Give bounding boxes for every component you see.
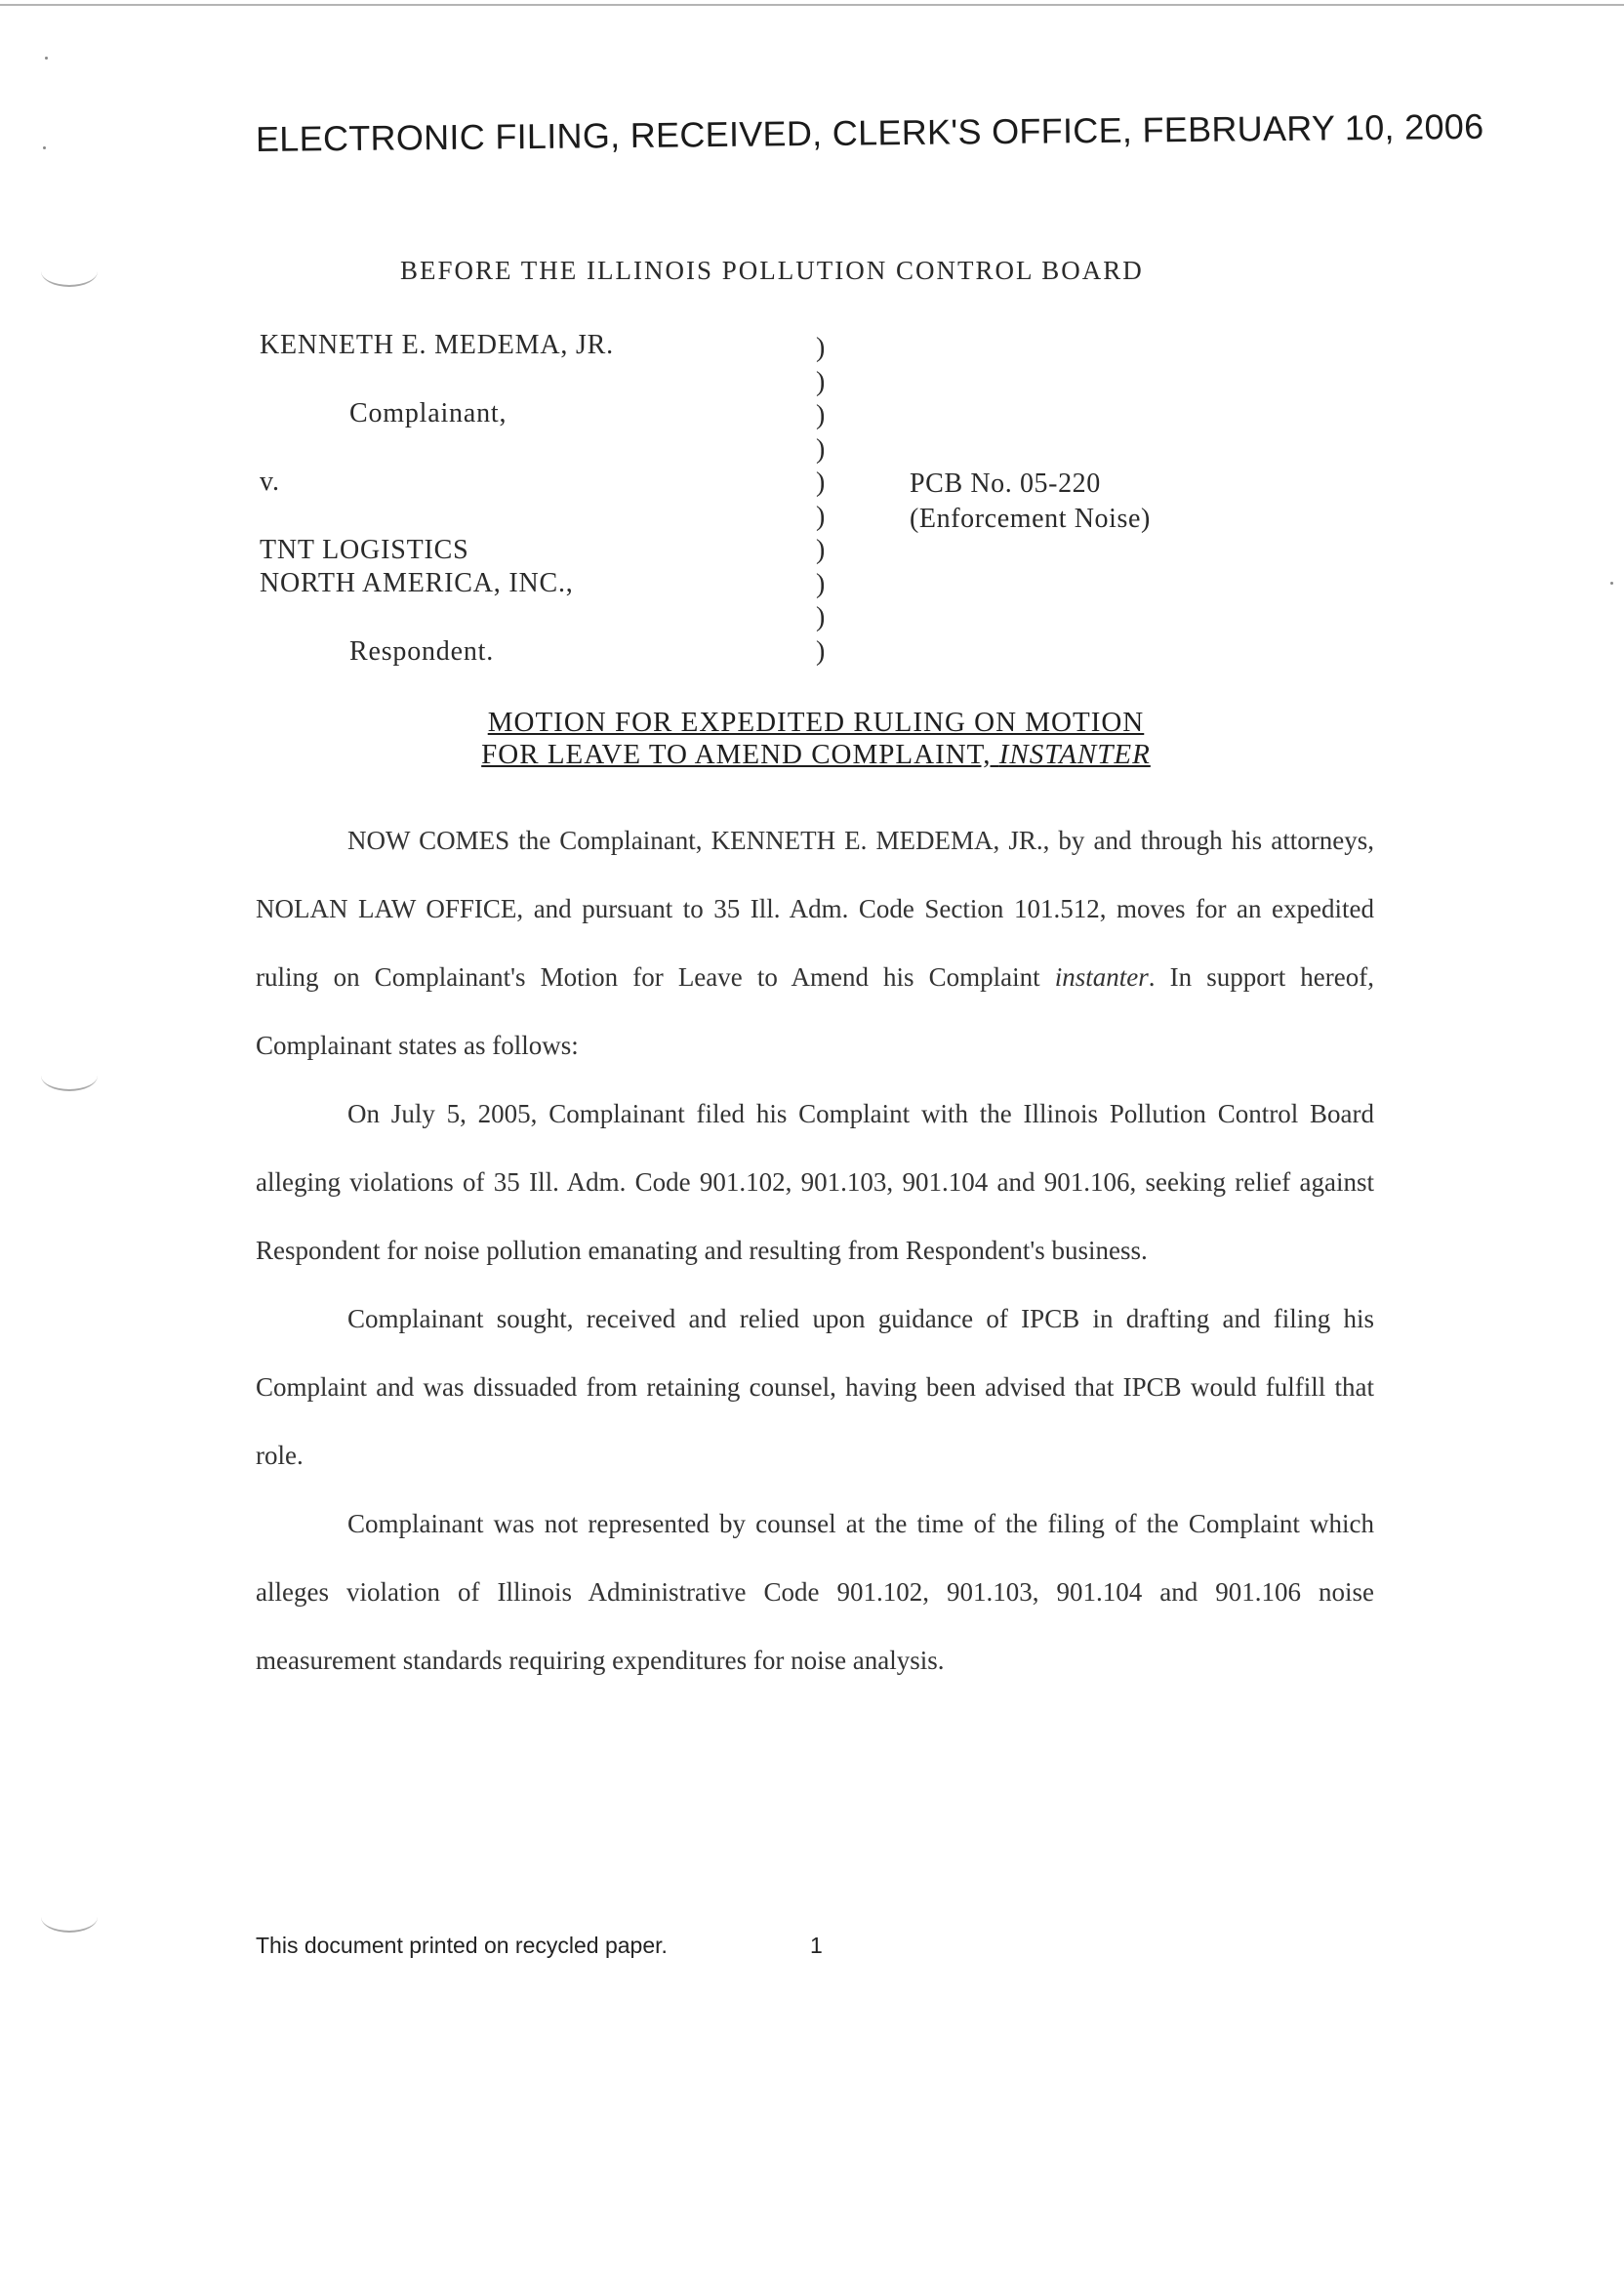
motion-title-instanter: INSTANTER	[998, 739, 1151, 770]
scan-top-edge	[0, 4, 1624, 6]
punch-hole-mark	[41, 1060, 98, 1091]
motion-title-line2-text: FOR LEAVE TO AMEND COMPLAINT,	[481, 739, 992, 770]
page-number: 1	[810, 1933, 823, 1958]
caption-paren: )	[816, 400, 826, 430]
caption-paren: )	[816, 635, 826, 667]
caption-paren: )	[816, 602, 826, 632]
caption-paren: )	[816, 333, 826, 363]
punch-hole-mark	[41, 256, 98, 287]
versus: v.	[260, 467, 280, 497]
motion-title	[445, 707, 1187, 771]
motion-body	[256, 806, 1374, 1694]
paragraph-1-instanter: instanter	[1054, 962, 1149, 992]
recycled-paper-note: This document printed on recycled paper.	[256, 1933, 668, 1958]
punch-hole-mark	[41, 1901, 98, 1933]
scan-speck	[45, 57, 48, 60]
caption-paren: )	[816, 568, 826, 599]
caption-paren: )	[816, 366, 826, 397]
caption-parentheses	[816, 332, 835, 669]
motion-title-line1: MOTION FOR EXPEDITED RULING ON MOTION	[487, 707, 1145, 738]
scan-speck	[43, 146, 46, 149]
scan-speck	[1610, 582, 1613, 585]
case-info	[910, 467, 1151, 537]
paragraph-1-text: NOW COMES the Complainant, KENNETH E. MEDEMA, JR., by and through his attorneys, NOLAN LAW OFFICE, and pursuant to 35 Ill. Adm. Code Section 101.512, moves for an expedited ruling on Complainant's Motion for Leave to Amend his Complaint	[256, 826, 1374, 992]
motion-title-line2	[445, 739, 1187, 771]
electronic-filing-stamp: ELECTRONIC FILING, RECEIVED, CLERK'S OFFICE, FEBRUARY 10, 2006	[255, 105, 1484, 159]
complainant-role: Complainant,	[349, 398, 508, 428]
caption-paren: )	[816, 501, 826, 532]
paragraph-now-comes	[256, 806, 1374, 1080]
paragraph-1-tail: . In support hereof, Complainant states as follows:	[256, 962, 1374, 1060]
caption-paren: )	[816, 468, 826, 498]
caption-paren: )	[816, 535, 826, 565]
court-heading: BEFORE THE ILLINOIS POLLUTION CONTROL BOARD	[400, 256, 1144, 285]
caption-paren: )	[816, 433, 826, 465]
respondent-name-line2: NORTH AMERICA, INC.,	[260, 568, 574, 598]
case-number: PCB No. 05-220	[910, 469, 1101, 499]
case-type: (Enforcement Noise)	[910, 504, 1151, 534]
complainant-name: KENNETH E. MEDEMA, JR.	[260, 330, 614, 360]
paragraph-complaint-filed: On July 5, 2005, Complainant filed his Complaint with the Illinois Pollution Control Board alleging violations of 35 Ill. Adm. Code 901.102, 901.103, 901.104 and 901.106, seeking relief against Respondent for noise pollution emanating and resulting from Respondent's business.	[256, 1099, 1374, 1265]
respondent-role: Respondent.	[349, 636, 495, 667]
paragraph-ipcb-guidance: Complainant sought, received and relied upon guidance of IPCB in drafting and filing his Complaint and was dissuaded from retaining counsel, having been advised that IPCB would fulfill that role.	[256, 1304, 1374, 1470]
paragraph-not-represented: Complainant was not represented by counsel at the time of the filing of the Complaint which alleges violation of Illinois Administrative Code 901.102, 901.103, 901.104 and 901.106 noise measurement standards requiring expenditures for noise analysis.	[256, 1509, 1374, 1675]
respondent-name-line1: TNT LOGISTICS	[260, 535, 469, 565]
